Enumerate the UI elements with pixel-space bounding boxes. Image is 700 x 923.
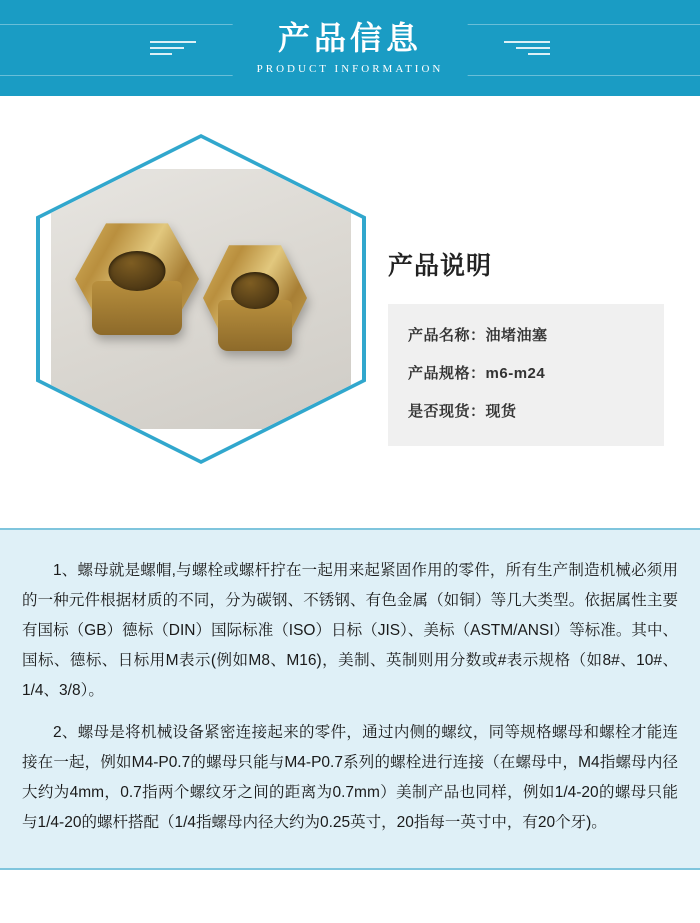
spec-value-name: 油堵油塞: [485, 327, 548, 344]
spec-label-name: 产品名称：: [408, 327, 486, 344]
spec-value-stock: 现货: [485, 403, 517, 420]
spec-label-spec: 产品规格：: [408, 365, 486, 382]
product-info-panel: [388, 246, 664, 446]
page-subtitle: PRODUCT INFORMATION: [256, 63, 444, 75]
product-image-hexagon-frame: [36, 134, 366, 464]
hex-nut-large-icon: [75, 221, 199, 337]
header-inner: [0, 0, 700, 96]
spec-row-spec: [408, 364, 644, 384]
product-photo: [51, 169, 351, 429]
header-decoration-left-icon: [150, 37, 196, 59]
header-title-group: [233, 18, 468, 78]
description-paragraph-1: [22, 556, 678, 706]
hexagon-inner: [40, 138, 362, 460]
description-text-2: 2、螺母是将机械设备紧密连接起来的零件，通过内侧的螺纹，同等规格螺母和螺栓才能连接在一起，例如M4-P0.7的螺母只能与M4-P0.7系列的螺栓进行连接（在螺母中，M4指螺母内径大约为4mm，0.7指两个螺纹牙之间的距离为0.7mm）美制产品也同样，例如1/4-20的螺母只能与1/4-20的螺杆搭配（1/4指螺母内径大约为0.25英寸，20指每一英寸中，有20个牙)。: [22, 724, 678, 831]
product-description-title: 产品说明: [388, 252, 493, 280]
spec-row-stock: [408, 402, 644, 422]
description-text-1: 1、螺母就是螺帽,与螺栓或螺杆拧在一起用来起紧固作用的零件，所有生产制造机械必须用的一种元件根据材质的不同，分为碳钢、不锈钢、有色金属（如铜）等几大类型。依据属性主要有国标（GB）德标（DIN）国际标准（ISO）日标（JIS）、美标（ASTM/ANSI）等标准。其中、国标、德标、日标用M表示(例如M8、M16)，美制、英制则用分数或#表示规格（如8#、10#、1/4、3/8）。: [22, 562, 678, 699]
spec-value-spec: m6-m24: [485, 365, 546, 382]
hex-nut-small-icon: [203, 243, 307, 353]
page-header: [0, 0, 700, 96]
product-section: [0, 96, 700, 496]
description-paragraph-2: [22, 718, 678, 838]
spec-label-stock: 是否现货：: [408, 403, 486, 420]
header-decoration-right-icon: [504, 37, 550, 59]
description-block: [0, 528, 700, 870]
product-spec-box: [388, 304, 664, 446]
page-title: 产品信息: [277, 20, 422, 56]
spec-row-name: [408, 326, 644, 346]
